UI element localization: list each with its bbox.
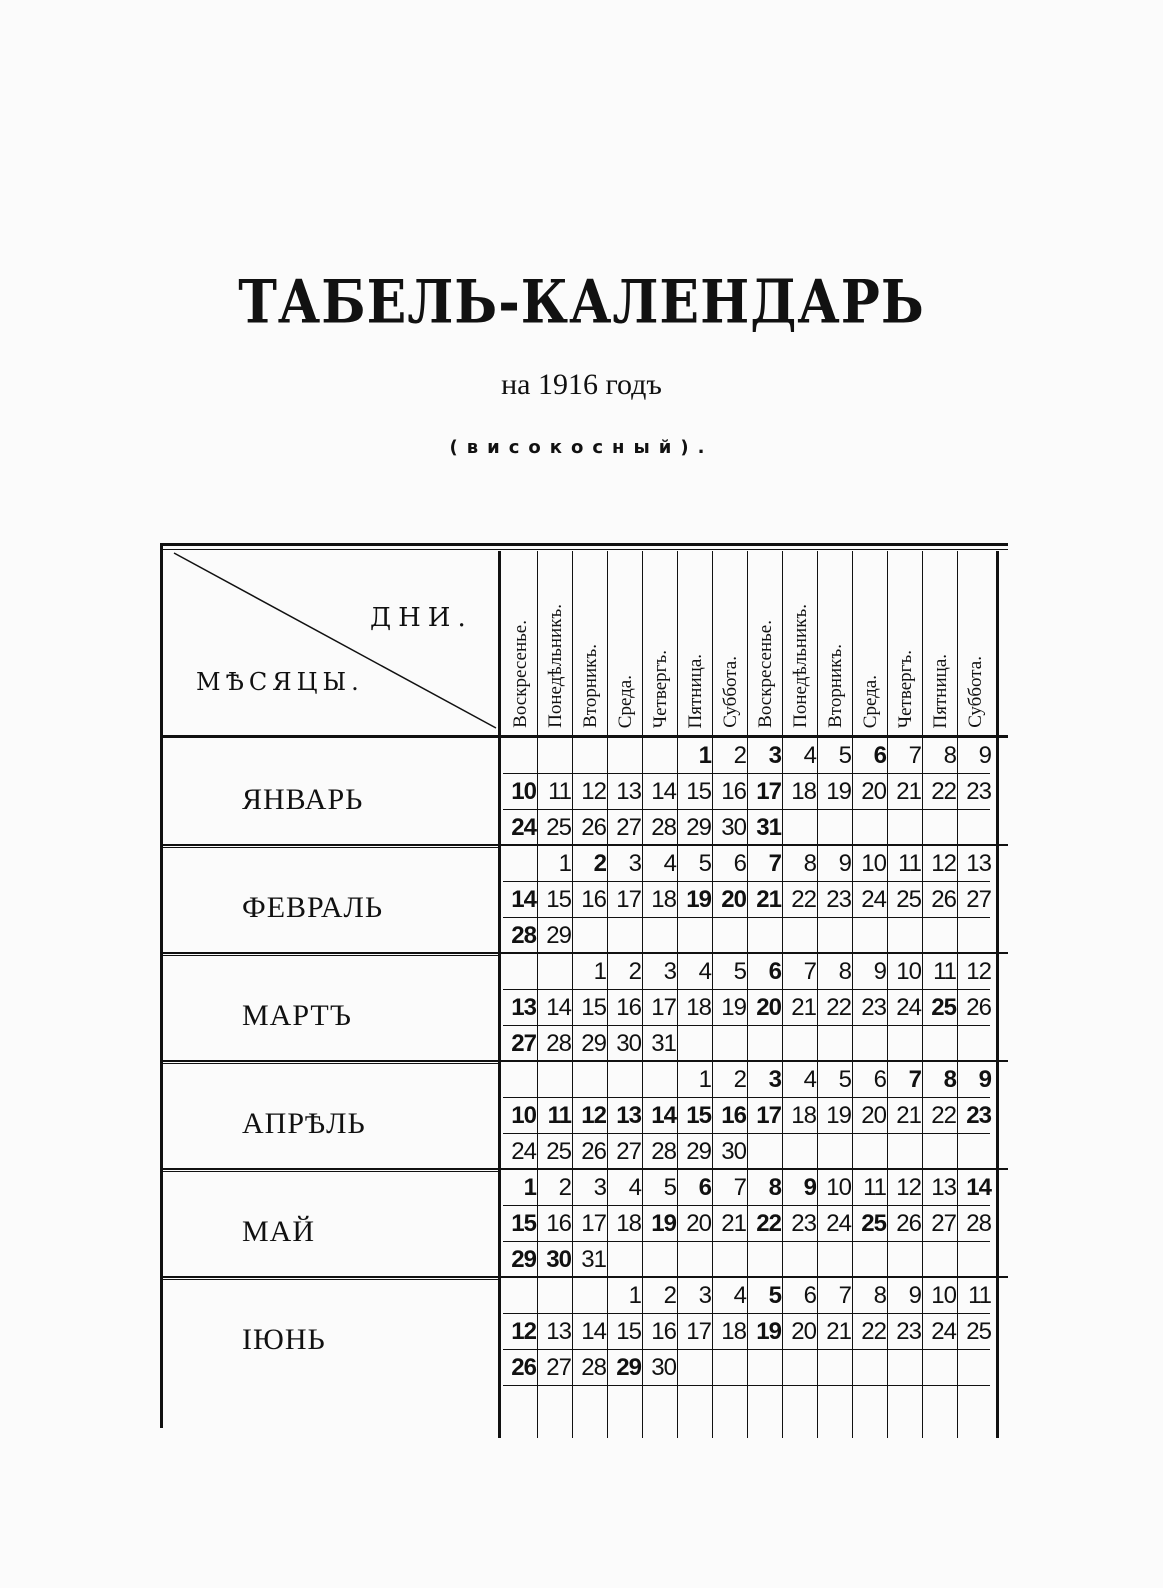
- day-cell: 21: [896, 1102, 921, 1129]
- day-cell: 23: [861, 994, 886, 1021]
- weekday-label: Суббота.: [965, 656, 986, 728]
- day-cell: 8: [768, 1174, 781, 1201]
- day-cell: 31: [581, 1246, 606, 1273]
- day-cell: 15: [616, 1318, 641, 1345]
- day-cell: 17: [581, 1210, 606, 1237]
- day-cell: 17: [756, 778, 781, 805]
- month-name: МАРТЪ: [242, 999, 352, 1032]
- day-cell: 28: [546, 1030, 571, 1057]
- day-cell: 13: [546, 1318, 571, 1345]
- day-cell: 22: [756, 1210, 781, 1237]
- day-cell: 30: [616, 1030, 641, 1057]
- day-cell: 8: [838, 958, 851, 985]
- calendar-table: [160, 543, 1008, 1438]
- day-cell: 5: [838, 1066, 851, 1093]
- day-cell: 14: [581, 1318, 606, 1345]
- day-cell: 8: [873, 1282, 886, 1309]
- day-cell: 6: [803, 1282, 816, 1309]
- day-cell: 27: [511, 1030, 536, 1057]
- month-separator-rule: [160, 1060, 1008, 1062]
- day-cell: 30: [546, 1246, 571, 1273]
- day-cell: 4: [733, 1282, 746, 1309]
- day-cell: 2: [733, 742, 746, 769]
- day-cell: 23: [896, 1318, 921, 1345]
- day-cell: 14: [651, 778, 676, 805]
- day-cell: 21: [756, 886, 781, 913]
- day-cell: 14: [546, 994, 571, 1021]
- day-cell: 3: [663, 958, 676, 985]
- day-cell: 27: [616, 814, 641, 841]
- day-cell: 23: [966, 778, 991, 805]
- day-cell: 10: [511, 778, 536, 805]
- day-cell: 22: [861, 1318, 886, 1345]
- day-cell: 11: [548, 778, 571, 805]
- day-cell: 28: [511, 922, 536, 949]
- weekday-header: [818, 553, 853, 728]
- year-subtitle: на 1916 годъ: [501, 368, 662, 401]
- month-name: ЯНВАРЬ: [242, 783, 364, 816]
- day-cell: 16: [581, 886, 606, 913]
- day-cell: 1: [558, 850, 571, 877]
- weekday-header: [678, 553, 713, 728]
- day-cell: 20: [791, 1318, 816, 1345]
- table-top-rule-thin: [160, 549, 1008, 550]
- month-separator-rule: [160, 1276, 1008, 1278]
- weekday-header: [643, 553, 678, 728]
- weekday-header: [713, 553, 748, 728]
- table-right-rule: [996, 551, 999, 1438]
- day-cell: 30: [721, 1138, 746, 1165]
- day-cell: 9: [803, 1174, 816, 1201]
- row-rule: [503, 1097, 990, 1098]
- weekday-label: Понедѣльникъ.: [545, 604, 566, 728]
- month-separator-rule: [160, 1168, 1008, 1170]
- day-cell: 27: [546, 1354, 571, 1381]
- day-cell: 12: [511, 1318, 536, 1345]
- day-cell: 10: [896, 958, 921, 985]
- day-cell: 22: [931, 1102, 956, 1129]
- day-cell: 29: [546, 922, 571, 949]
- day-cell: 26: [581, 814, 606, 841]
- weekday-label: Пятница.: [930, 653, 951, 728]
- day-cell: 25: [931, 994, 956, 1021]
- day-cell: 8: [943, 742, 956, 769]
- day-cell: 20: [861, 778, 886, 805]
- day-cell: 20: [756, 994, 781, 1021]
- day-cell: 12: [896, 1174, 921, 1201]
- day-cell: 7: [733, 1174, 746, 1201]
- day-cell: 14: [651, 1102, 676, 1129]
- day-cell: 21: [791, 994, 816, 1021]
- day-cell: 1: [523, 1174, 536, 1201]
- weekday-label: Вторникъ.: [580, 644, 601, 728]
- day-cell: 19: [756, 1318, 781, 1345]
- day-cell: 27: [931, 1210, 956, 1237]
- day-cell: 24: [861, 886, 886, 913]
- weekday-header: [923, 553, 958, 728]
- day-cell: 12: [581, 1102, 606, 1129]
- day-cell: 13: [966, 850, 991, 877]
- month-name: ІЮНЬ: [242, 1323, 326, 1356]
- weekday-header: [608, 553, 643, 728]
- day-cell: 13: [931, 1174, 956, 1201]
- day-cell: 25: [546, 814, 571, 841]
- day-cell: 4: [628, 1174, 641, 1201]
- day-cell: 12: [966, 958, 991, 985]
- day-cell: 5: [663, 1174, 676, 1201]
- day-cell: 6: [873, 1066, 886, 1093]
- weekday-header: [853, 553, 888, 728]
- day-cell: 11: [933, 958, 956, 985]
- day-cell: 25: [966, 1318, 991, 1345]
- day-cell: 19: [826, 778, 851, 805]
- day-cell: 13: [511, 994, 536, 1021]
- day-cell: 31: [756, 814, 781, 841]
- day-cell: 16: [616, 994, 641, 1021]
- weekday-header: [888, 553, 923, 728]
- day-cell: 19: [826, 1102, 851, 1129]
- day-cell: 17: [756, 1102, 781, 1129]
- month-name: АПРѢЛЬ: [242, 1107, 366, 1140]
- row-rule: [503, 1025, 990, 1026]
- weekday-label: Воскресенье.: [755, 620, 776, 728]
- day-cell: 20: [721, 886, 746, 913]
- month-separator-rule-thin: [160, 955, 500, 956]
- day-cell: 26: [511, 1354, 536, 1381]
- day-cell: 5: [768, 1282, 781, 1309]
- row-rule: [503, 917, 990, 918]
- weekday-label: Четвергъ.: [650, 649, 671, 728]
- day-cell: 1: [698, 1066, 711, 1093]
- weekday-label: Вторникъ.: [825, 644, 846, 728]
- day-cell: 11: [968, 1282, 991, 1309]
- day-cell: 26: [896, 1210, 921, 1237]
- day-cell: 22: [826, 994, 851, 1021]
- row-rule: [503, 773, 990, 774]
- day-cell: 3: [698, 1282, 711, 1309]
- weekday-label: Среда.: [615, 674, 636, 728]
- row-rule: [503, 1133, 990, 1134]
- day-cell: 29: [616, 1354, 641, 1381]
- day-cell: 17: [651, 994, 676, 1021]
- day-cell: 5: [698, 850, 711, 877]
- month-separator-rule-thin: [160, 1171, 500, 1172]
- weekday-header: [538, 553, 573, 728]
- leap-year-note: (високосный).: [449, 437, 714, 458]
- month-separator-rule: [160, 844, 1008, 846]
- day-cell: 6: [698, 1174, 711, 1201]
- day-cell: 23: [826, 886, 851, 913]
- day-cell: 26: [931, 886, 956, 913]
- day-cell: 29: [511, 1246, 536, 1273]
- day-cell: 8: [803, 850, 816, 877]
- weekday-header: [748, 553, 783, 728]
- day-cell: 11: [863, 1174, 886, 1201]
- days-header-label: ДНИ.: [370, 603, 473, 633]
- day-cell: 5: [838, 742, 851, 769]
- day-cell: 25: [896, 886, 921, 913]
- row-rule: [503, 1349, 990, 1350]
- day-cell: 9: [978, 1066, 991, 1093]
- day-cell: 24: [896, 994, 921, 1021]
- row-rule: [503, 1313, 990, 1314]
- day-cell: 2: [663, 1282, 676, 1309]
- months-header-label: МѢСЯЦЫ.: [196, 668, 364, 696]
- day-cell: 20: [861, 1102, 886, 1129]
- day-cell: 7: [908, 1066, 921, 1093]
- day-cell: 13: [616, 778, 641, 805]
- day-cell: 9: [838, 850, 851, 877]
- day-cell: 3: [768, 742, 781, 769]
- day-cell: 24: [826, 1210, 851, 1237]
- day-cell: 28: [651, 1138, 676, 1165]
- month-separator-rule-thin: [160, 847, 500, 848]
- day-cell: 11: [898, 850, 921, 877]
- row-rule: [503, 989, 990, 990]
- day-cell: 16: [651, 1318, 676, 1345]
- weekday-header: [573, 553, 608, 728]
- day-cell: 22: [931, 778, 956, 805]
- day-cell: 4: [803, 1066, 816, 1093]
- day-cell: 9: [873, 958, 886, 985]
- weekday-label: Пятница.: [685, 653, 706, 728]
- row-rule: [503, 1385, 990, 1386]
- table-top-rule: [160, 543, 1008, 546]
- day-cell: 15: [686, 1102, 711, 1129]
- day-cell: 3: [768, 1066, 781, 1093]
- day-cell: 18: [791, 778, 816, 805]
- day-cell: 30: [651, 1354, 676, 1381]
- day-cell: 3: [593, 1174, 606, 1201]
- month-separator-rule-thin: [160, 1279, 500, 1280]
- table-left-rule: [160, 543, 163, 1428]
- day-cell: 18: [686, 994, 711, 1021]
- weekday-label: Суббота.: [720, 656, 741, 728]
- day-cell: 6: [768, 958, 781, 985]
- row-rule: [503, 1205, 990, 1206]
- day-cell: 21: [896, 778, 921, 805]
- day-cell: 21: [721, 1210, 746, 1237]
- day-cell: 1: [698, 742, 711, 769]
- day-cell: 18: [651, 886, 676, 913]
- day-cell: 26: [581, 1138, 606, 1165]
- month-separator-rule-thin: [160, 1063, 500, 1064]
- day-cell: 12: [931, 850, 956, 877]
- day-cell: 2: [593, 850, 606, 877]
- day-cell: 10: [861, 850, 886, 877]
- weekday-label: Среда.: [860, 674, 881, 728]
- day-cell: 29: [686, 814, 711, 841]
- day-cell: 7: [908, 742, 921, 769]
- day-cell: 3: [628, 850, 641, 877]
- day-cell: 1: [628, 1282, 641, 1309]
- day-cell: 22: [791, 886, 816, 913]
- day-cell: 24: [511, 814, 536, 841]
- day-cell: 19: [721, 994, 746, 1021]
- row-rule: [503, 1241, 990, 1242]
- day-cell: 14: [966, 1174, 991, 1201]
- day-cell: 8: [943, 1066, 956, 1093]
- day-cell: 17: [616, 886, 641, 913]
- day-cell: 13: [616, 1102, 641, 1129]
- day-cell: 1: [593, 958, 606, 985]
- day-cell: 25: [546, 1138, 571, 1165]
- header-bottom-rule: [160, 735, 1008, 738]
- day-cell: 10: [931, 1282, 956, 1309]
- day-cell: 29: [581, 1030, 606, 1057]
- month-name: МАЙ: [242, 1215, 316, 1248]
- day-cell: 24: [511, 1138, 536, 1165]
- month-separator-rule: [160, 952, 1008, 954]
- weekday-label: Воскресенье.: [510, 620, 531, 728]
- day-cell: 30: [721, 814, 746, 841]
- day-cell: 23: [791, 1210, 816, 1237]
- day-cell: 27: [616, 1138, 641, 1165]
- corner-diagonal: [160, 543, 500, 733]
- day-cell: 2: [558, 1174, 571, 1201]
- day-cell: 21: [826, 1318, 851, 1345]
- day-cell: 19: [686, 886, 711, 913]
- weekday-label: Четвергъ.: [895, 649, 916, 728]
- day-cell: 4: [803, 742, 816, 769]
- day-cell: 29: [686, 1138, 711, 1165]
- day-cell: 12: [581, 778, 606, 805]
- page-title: ТАБЕЛЬ-КАЛЕНДАРЬ: [238, 267, 925, 338]
- day-cell: 16: [721, 1102, 746, 1129]
- day-cell: 14: [511, 886, 536, 913]
- day-cell: 18: [721, 1318, 746, 1345]
- weekday-header: [783, 553, 818, 728]
- day-cell: 24: [931, 1318, 956, 1345]
- day-cell: 7: [838, 1282, 851, 1309]
- day-cell: 27: [966, 886, 991, 913]
- month-name: ФЕВРАЛЬ: [242, 891, 384, 924]
- day-cell: 28: [651, 814, 676, 841]
- day-cell: 18: [616, 1210, 641, 1237]
- weekday-header: [958, 553, 993, 728]
- day-cell: 28: [581, 1354, 606, 1381]
- day-cell: 2: [733, 1066, 746, 1093]
- day-cell: 5: [733, 958, 746, 985]
- row-rule: [503, 809, 990, 810]
- day-cell: 15: [686, 778, 711, 805]
- day-cell: 9: [908, 1282, 921, 1309]
- day-cell: 10: [826, 1174, 851, 1201]
- row-rule: [503, 881, 990, 882]
- day-cell: 18: [791, 1102, 816, 1129]
- day-cell: 6: [733, 850, 746, 877]
- day-cell: 11: [547, 1102, 571, 1129]
- day-cell: 20: [686, 1210, 711, 1237]
- day-cell: 4: [698, 958, 711, 985]
- day-cell: 16: [721, 778, 746, 805]
- weekday-header: [503, 553, 538, 728]
- day-cell: 15: [581, 994, 606, 1021]
- day-cell: 7: [803, 958, 816, 985]
- day-cell: 6: [873, 742, 886, 769]
- day-cell: 25: [861, 1210, 886, 1237]
- day-cell: 2: [628, 958, 641, 985]
- day-cell: 15: [511, 1210, 536, 1237]
- day-cell: 19: [651, 1210, 676, 1237]
- header-divider-rule: [498, 551, 501, 1438]
- day-cell: 17: [686, 1318, 711, 1345]
- day-cell: 7: [768, 850, 781, 877]
- weekday-label: Понедѣльникъ.: [790, 604, 811, 728]
- day-cell: 4: [663, 850, 676, 877]
- day-cell: 28: [966, 1210, 991, 1237]
- day-cell: 16: [546, 1210, 571, 1237]
- day-cell: 31: [651, 1030, 676, 1057]
- day-cell: 10: [511, 1102, 536, 1129]
- day-cell: 15: [546, 886, 571, 913]
- day-cell: 26: [966, 994, 991, 1021]
- day-cell: 9: [978, 742, 991, 769]
- day-cell: 23: [966, 1102, 991, 1129]
